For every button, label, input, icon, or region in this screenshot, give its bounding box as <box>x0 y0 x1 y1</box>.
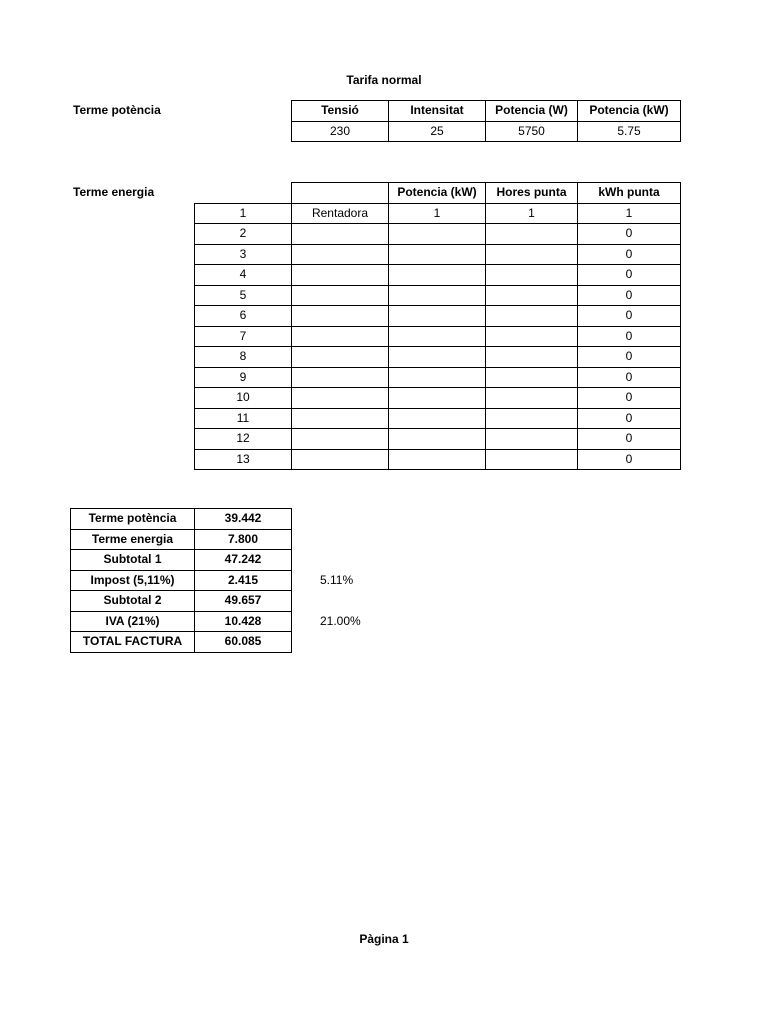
row-number: 5 <box>195 285 292 306</box>
table-row <box>195 429 681 450</box>
table-row <box>195 408 681 429</box>
cell-potencia-kw[interactable] <box>389 285 486 306</box>
row-number: 7 <box>195 326 292 347</box>
summary-value: 60.085 <box>195 632 292 653</box>
percent-value: 5.11% <box>320 572 354 587</box>
cell-kwh-punta: 0 <box>578 347 681 368</box>
cell-potencia-kw[interactable] <box>389 408 486 429</box>
cell-hores-punta[interactable] <box>486 244 578 265</box>
summary-value: 10.428 <box>195 611 292 632</box>
cell-kwh-punta: 0 <box>578 306 681 327</box>
summary-value: 49.657 <box>195 591 292 612</box>
cell-kwh-punta: 0 <box>578 244 681 265</box>
summary-value: 39.442 <box>195 509 292 530</box>
cell-potencia-kw[interactable] <box>389 306 486 327</box>
summary-value: 47.242 <box>195 550 292 571</box>
terme-potencia-table <box>291 100 681 142</box>
table-header-row <box>195 183 681 204</box>
cell-intensitat[interactable]: 25 <box>389 121 486 142</box>
summary-label: IVA (21%) <box>71 611 195 632</box>
header-potencia-w: Potencia (W) <box>486 101 578 122</box>
cell-kwh-punta: 0 <box>578 388 681 409</box>
cell-potencia-kw[interactable] <box>389 347 486 368</box>
cell-hores-punta[interactable] <box>486 326 578 347</box>
summary-row <box>71 529 292 550</box>
summary-label: Terme potència <box>71 509 195 530</box>
cell-kwh-punta: 0 <box>578 429 681 450</box>
summary-label: Subtotal 1 <box>71 550 195 571</box>
cell-potencia-kw[interactable] <box>389 449 486 470</box>
table-row <box>195 388 681 409</box>
cell-kwh-punta: 0 <box>578 285 681 306</box>
table-row <box>195 244 681 265</box>
cell-hores-punta[interactable] <box>486 408 578 429</box>
cell-kwh-punta: 0 <box>578 265 681 286</box>
cell-hores-punta[interactable] <box>486 265 578 286</box>
cell-hores-punta[interactable] <box>486 367 578 388</box>
cell-kwh-punta: 0 <box>578 326 681 347</box>
summary-row <box>71 611 292 632</box>
table-row <box>195 203 681 224</box>
cell-hores-punta[interactable] <box>486 285 578 306</box>
cell-aparell[interactable] <box>292 388 389 409</box>
row-number: 9 <box>195 367 292 388</box>
cell-aparell[interactable] <box>292 306 389 327</box>
table-row <box>195 224 681 245</box>
cell-hores-punta[interactable]: 1 <box>486 203 578 224</box>
page-footer: Pàgina 1 <box>359 932 409 946</box>
summary-value: 7.800 <box>195 529 292 550</box>
cell-aparell[interactable] <box>292 326 389 347</box>
cell-aparell[interactable] <box>292 224 389 245</box>
cell-aparell[interactable] <box>292 285 389 306</box>
row-number: 8 <box>195 347 292 368</box>
cell-aparell[interactable]: Rentadora <box>292 203 389 224</box>
cell-potencia-kw[interactable] <box>389 265 486 286</box>
table-row <box>292 121 681 142</box>
summary-row <box>71 550 292 571</box>
cell-hores-punta[interactable] <box>486 306 578 327</box>
row-number: 2 <box>195 224 292 245</box>
table-row <box>195 326 681 347</box>
terme-energia-label: Terme energia <box>73 185 155 199</box>
cell-potencia-kw[interactable] <box>389 224 486 245</box>
row-number: 4 <box>195 265 292 286</box>
summary-row <box>71 632 292 653</box>
terme-potencia-label: Terme potència <box>73 103 161 117</box>
table-row <box>195 367 681 388</box>
cell-aparell[interactable] <box>292 367 389 388</box>
cell-aparell[interactable] <box>292 265 389 286</box>
header-aparell <box>292 183 389 204</box>
summary-value: 2.415 <box>195 570 292 591</box>
cell-aparell[interactable] <box>292 347 389 368</box>
row-number: 6 <box>195 306 292 327</box>
table-row <box>195 449 681 470</box>
summary-row <box>71 509 292 530</box>
cell-hores-punta[interactable] <box>486 449 578 470</box>
cell-potencia-kw[interactable] <box>389 244 486 265</box>
table-row <box>195 285 681 306</box>
summary-label: Impost (5,11%) <box>71 570 195 591</box>
row-number: 12 <box>195 429 292 450</box>
header-tensio: Tensió <box>292 101 389 122</box>
summary-table <box>70 508 292 653</box>
cell-aparell[interactable] <box>292 449 389 470</box>
row-number: 10 <box>195 388 292 409</box>
terme-energia-table <box>194 182 681 470</box>
cell-potencia-kw[interactable] <box>389 326 486 347</box>
cell-kwh-punta: 1 <box>578 203 681 224</box>
cell-aparell[interactable] <box>292 429 389 450</box>
cell-kwh-punta: 0 <box>578 367 681 388</box>
cell-aparell[interactable] <box>292 408 389 429</box>
table-header-row <box>292 101 681 122</box>
page-title: Tarifa normal <box>346 73 422 87</box>
header-intensitat: Intensitat <box>389 101 486 122</box>
table-row <box>195 347 681 368</box>
summary-row <box>71 591 292 612</box>
cell-tensio[interactable]: 230 <box>292 121 389 142</box>
cell-hores-punta[interactable] <box>486 429 578 450</box>
header-kwh-punta: kWh punta <box>578 183 681 204</box>
summary-label: Terme energia <box>71 529 195 550</box>
row-number: 13 <box>195 449 292 470</box>
header-hores-punta: Hores punta <box>486 183 578 204</box>
cell-potencia-kw[interactable]: 1 <box>389 203 486 224</box>
header-blank <box>195 183 292 204</box>
row-number: 3 <box>195 244 292 265</box>
cell-hores-punta[interactable] <box>486 224 578 245</box>
cell-aparell[interactable] <box>292 244 389 265</box>
cell-hores-punta[interactable] <box>486 347 578 368</box>
summary-label: Subtotal 2 <box>71 591 195 612</box>
cell-potencia-kw[interactable] <box>389 429 486 450</box>
cell-potencia-w[interactable]: 5750 <box>486 121 578 142</box>
row-number: 1 <box>195 203 292 224</box>
cell-potencia-kw[interactable] <box>389 367 486 388</box>
summary-row <box>71 570 292 591</box>
row-number: 11 <box>195 408 292 429</box>
table-row <box>195 265 681 286</box>
cell-hores-punta[interactable] <box>486 388 578 409</box>
header-potencia-kw: Potencia (kW) <box>389 183 486 204</box>
table-row <box>195 306 681 327</box>
cell-kwh-punta: 0 <box>578 224 681 245</box>
cell-potencia-kw[interactable]: 5.75 <box>578 121 681 142</box>
cell-kwh-punta: 0 <box>578 408 681 429</box>
cell-potencia-kw[interactable] <box>389 388 486 409</box>
header-potencia-kw: Potencia (kW) <box>578 101 681 122</box>
cell-kwh-punta: 0 <box>578 449 681 470</box>
summary-label: TOTAL FACTURA <box>71 632 195 653</box>
percent-value: 21.00% <box>320 613 361 628</box>
